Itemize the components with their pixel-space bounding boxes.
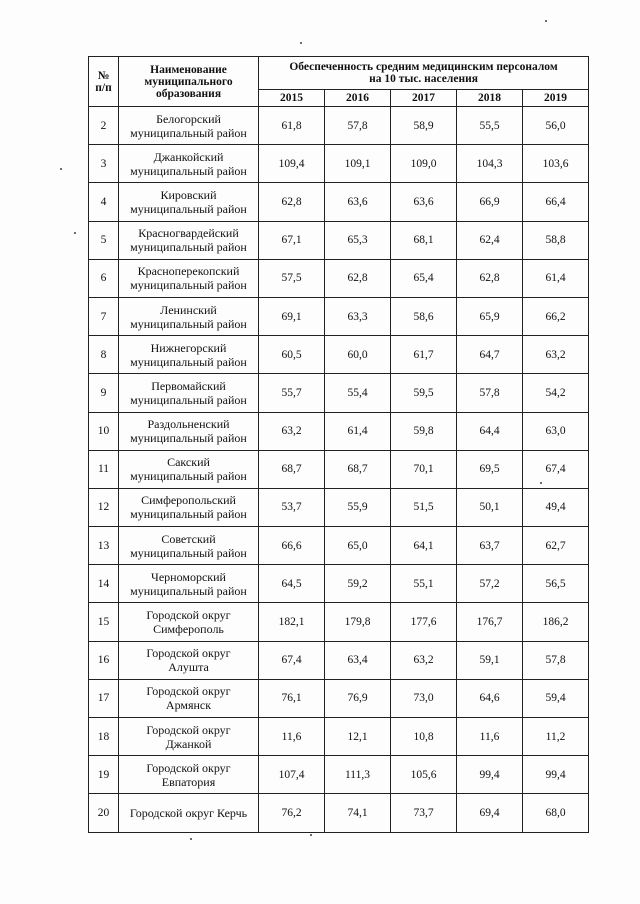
table-row [89, 794, 589, 832]
value-cell: 76,2 [259, 794, 325, 832]
value-cell: 76,9 [325, 679, 391, 717]
value-cell: 58,8 [523, 221, 589, 259]
value-cell: 62,7 [523, 527, 589, 565]
value-cell: 64,6 [457, 679, 523, 717]
scan-speck [74, 232, 76, 234]
value-cell: 76,1 [259, 679, 325, 717]
table-body [89, 107, 589, 833]
municipality-name: Раздольненский муниципальный район [119, 412, 259, 450]
municipality-name: Красногвардейский муниципальный район [119, 221, 259, 259]
municipality-name: Кировский муниципальный район [119, 183, 259, 221]
value-cell: 56,0 [523, 107, 589, 145]
row-number: 2 [89, 107, 119, 145]
value-cell: 62,8 [457, 259, 523, 297]
value-cell: 66,2 [523, 297, 589, 335]
year-header: 2015 [259, 90, 325, 107]
year-header: 2016 [325, 90, 391, 107]
value-cell: 70,1 [391, 450, 457, 488]
value-cell: 60,5 [259, 336, 325, 374]
value-cell: 64,1 [391, 527, 457, 565]
value-cell: 55,1 [391, 565, 457, 603]
value-cell: 69,1 [259, 297, 325, 335]
value-cell: 63,6 [391, 183, 457, 221]
value-cell: 66,4 [523, 183, 589, 221]
value-cell: 50,1 [457, 488, 523, 526]
value-cell: 69,5 [457, 450, 523, 488]
value-cell: 64,7 [457, 336, 523, 374]
value-cell: 65,0 [325, 527, 391, 565]
table-row [89, 641, 589, 679]
value-cell: 105,6 [391, 756, 457, 794]
table-row [89, 756, 589, 794]
municipality-name: Красноперекопский муниципальный район [119, 259, 259, 297]
row-number: 13 [89, 527, 119, 565]
table-row [89, 145, 589, 183]
value-cell: 11,2 [523, 718, 589, 756]
scan-speck [300, 42, 302, 44]
municipality-name: Городской округ Алушта [119, 641, 259, 679]
municipality-name: Городской округ Евпатория [119, 756, 259, 794]
scan-speck [310, 834, 312, 836]
year-header: 2019 [523, 90, 589, 107]
value-cell: 68,7 [325, 450, 391, 488]
value-cell: 53,7 [259, 488, 325, 526]
value-cell: 61,4 [325, 412, 391, 450]
value-cell: 74,1 [325, 794, 391, 832]
value-cell: 63,3 [325, 297, 391, 335]
municipality-name: Джанкойский муниципальный район [119, 145, 259, 183]
value-cell: 11,6 [259, 718, 325, 756]
value-cell: 55,9 [325, 488, 391, 526]
value-cell: 109,1 [325, 145, 391, 183]
header-row [89, 57, 589, 90]
value-cell: 63,7 [457, 527, 523, 565]
value-cell: 103,6 [523, 145, 589, 183]
value-cell: 67,4 [523, 450, 589, 488]
value-cell: 99,4 [523, 756, 589, 794]
table-row [89, 565, 589, 603]
value-cell: 73,0 [391, 679, 457, 717]
row-number: 10 [89, 412, 119, 450]
row-number: 14 [89, 565, 119, 603]
table-row [89, 488, 589, 526]
value-cell: 176,7 [457, 603, 523, 641]
value-cell: 59,5 [391, 374, 457, 412]
value-cell: 68,0 [523, 794, 589, 832]
table-row [89, 374, 589, 412]
municipality-name: Городской округ Симферополь [119, 603, 259, 641]
value-cell: 62,8 [325, 259, 391, 297]
year-header: 2017 [391, 90, 457, 107]
value-cell: 104,3 [457, 145, 523, 183]
row-number: 15 [89, 603, 119, 641]
value-cell: 65,4 [391, 259, 457, 297]
municipality-name: Нижнегорский муниципальный район [119, 336, 259, 374]
table-row [89, 183, 589, 221]
value-cell: 65,9 [457, 297, 523, 335]
value-cell: 63,0 [523, 412, 589, 450]
value-cell: 66,6 [259, 527, 325, 565]
table-row [89, 603, 589, 641]
municipality-name: Городской округ Керчь [119, 794, 259, 832]
table-row [89, 297, 589, 335]
row-number: 19 [89, 756, 119, 794]
municipality-name: Сакский муниципальный район [119, 450, 259, 488]
value-cell: 66,9 [457, 183, 523, 221]
value-cell: 55,7 [259, 374, 325, 412]
value-cell: 57,8 [325, 107, 391, 145]
table-row [89, 259, 589, 297]
value-cell: 60,0 [325, 336, 391, 374]
row-number: 11 [89, 450, 119, 488]
value-cell: 54,2 [523, 374, 589, 412]
municipality-name: Ленинский муниципальный район [119, 297, 259, 335]
table-row [89, 527, 589, 565]
municipality-name: Городской округ Джанкой [119, 718, 259, 756]
row-number: 7 [89, 297, 119, 335]
scan-speck [60, 168, 62, 170]
municipality-name: Черноморский муниципальный район [119, 565, 259, 603]
value-cell: 58,6 [391, 297, 457, 335]
table-row [89, 679, 589, 717]
value-cell: 63,4 [325, 641, 391, 679]
value-cell: 55,5 [457, 107, 523, 145]
value-cell: 59,4 [523, 679, 589, 717]
value-cell: 57,8 [457, 374, 523, 412]
value-cell: 61,7 [391, 336, 457, 374]
scan-speck [540, 482, 542, 484]
value-cell: 61,8 [259, 107, 325, 145]
row-number: 17 [89, 679, 119, 717]
value-cell: 63,2 [391, 641, 457, 679]
value-cell: 11,6 [457, 718, 523, 756]
value-cell: 182,1 [259, 603, 325, 641]
value-cell: 68,1 [391, 221, 457, 259]
municipality-name: Городской округ Армянск [119, 679, 259, 717]
table-row [89, 107, 589, 145]
value-cell: 111,3 [325, 756, 391, 794]
value-cell: 68,7 [259, 450, 325, 488]
row-number: 6 [89, 259, 119, 297]
row-number: 4 [89, 183, 119, 221]
value-cell: 177,6 [391, 603, 457, 641]
scan-speck [190, 838, 192, 840]
value-cell: 63,2 [259, 412, 325, 450]
col-name-header: Наименование муниципального образования [119, 57, 259, 107]
value-cell: 57,2 [457, 565, 523, 603]
row-number: 9 [89, 374, 119, 412]
row-number: 3 [89, 145, 119, 183]
value-cell: 186,2 [523, 603, 589, 641]
value-cell: 64,4 [457, 412, 523, 450]
value-cell: 62,8 [259, 183, 325, 221]
value-cell: 58,9 [391, 107, 457, 145]
value-cell: 63,6 [325, 183, 391, 221]
table-row [89, 221, 589, 259]
municipality-name: Белогорский муниципальный район [119, 107, 259, 145]
row-number: 5 [89, 221, 119, 259]
col-group-header: Обеспеченность средним медицинским персоналом на 10 тыс. населения [259, 57, 589, 90]
row-number: 20 [89, 794, 119, 832]
value-cell: 107,4 [259, 756, 325, 794]
value-cell: 59,2 [325, 565, 391, 603]
scan-speck [545, 20, 547, 22]
value-cell: 109,4 [259, 145, 325, 183]
coverage-table [88, 56, 589, 833]
value-cell: 69,4 [457, 794, 523, 832]
value-cell: 10,8 [391, 718, 457, 756]
value-cell: 57,8 [523, 641, 589, 679]
row-number: 8 [89, 336, 119, 374]
value-cell: 57,5 [259, 259, 325, 297]
value-cell: 55,4 [325, 374, 391, 412]
municipality-name: Симферопольский муниципальный район [119, 488, 259, 526]
row-number: 16 [89, 641, 119, 679]
value-cell: 51,5 [391, 488, 457, 526]
value-cell: 49,4 [523, 488, 589, 526]
value-cell: 59,1 [457, 641, 523, 679]
value-cell: 59,8 [391, 412, 457, 450]
year-header: 2018 [457, 90, 523, 107]
row-number: 12 [89, 488, 119, 526]
table-row [89, 718, 589, 756]
row-number: 18 [89, 718, 119, 756]
value-cell: 65,3 [325, 221, 391, 259]
table-row [89, 412, 589, 450]
value-cell: 63,2 [523, 336, 589, 374]
municipality-name: Советский муниципальный район [119, 527, 259, 565]
value-cell: 99,4 [457, 756, 523, 794]
value-cell: 62,4 [457, 221, 523, 259]
municipality-name: Первомайский муниципальный район [119, 374, 259, 412]
table-row [89, 450, 589, 488]
value-cell: 67,1 [259, 221, 325, 259]
value-cell: 109,0 [391, 145, 457, 183]
table-row [89, 336, 589, 374]
value-cell: 73,7 [391, 794, 457, 832]
value-cell: 61,4 [523, 259, 589, 297]
col-number-header: № п/п [89, 57, 119, 107]
value-cell: 67,4 [259, 641, 325, 679]
value-cell: 12,1 [325, 718, 391, 756]
value-cell: 64,5 [259, 565, 325, 603]
value-cell: 179,8 [325, 603, 391, 641]
value-cell: 56,5 [523, 565, 589, 603]
